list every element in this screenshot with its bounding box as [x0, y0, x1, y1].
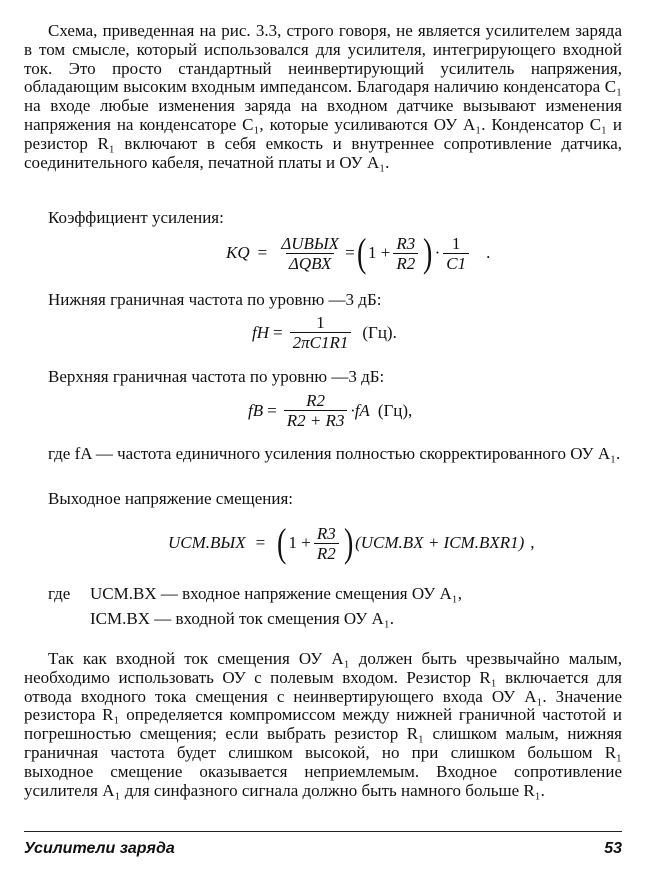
kq-c-num: 1 — [451, 233, 461, 253]
ucm-one-plus: 1 + — [288, 533, 311, 552]
where-label: где — [48, 584, 71, 603]
ucm-eq: = — [255, 533, 266, 552]
kq-c-den: C1 — [443, 253, 469, 272]
gain-label: Коэффициент усиления: — [48, 208, 224, 227]
low-freq-label: Нижняя граничная частота по уровню —3 дБ: — [48, 290, 382, 309]
fa-definition: где fA — частота единичного усиления полностью скорректированного ОУ A₁. — [48, 444, 621, 463]
kq-lhs: KQ — [226, 243, 250, 262]
kq-one-plus: 1 + — [368, 243, 391, 262]
kq-c-fraction — [443, 235, 469, 272]
ucm-rest: (UCM.BX + ICM.BXR1) — [355, 533, 525, 552]
ucm-end: , — [530, 533, 535, 552]
low-freq-formula — [252, 314, 397, 351]
fb-num: R2 — [306, 391, 326, 410]
kq-end: . — [486, 243, 491, 262]
ucm-lhs: UCM.ВЫХ — [168, 533, 246, 552]
kq-r-den: R2 — [393, 253, 418, 272]
intro-paragraph: Схема, приведенная на рис. 3.3, строго говоря, не является усилителем заряда в том смысле, который использовался для усилителя, интегрирующего входной ток. Это просто стандартный неинвертирующий усилитель напряжения, обладающим высоким входным импедансом. Благодаря наличию конденсатора C₁ на входе любые изменения заряда на входном датчике вызывают изменения напряжения на конденсаторе C₁, которые усиливаются ОУ A₁. Конденсатор C₁ и резистор R₁ включают в себя емкость и внутреннее сопротивление датчика, соединительного кабеля, печатной платы и ОУ A₁. — [24, 21, 622, 172]
paren-open: ( — [277, 520, 287, 565]
fh-fraction — [290, 314, 352, 351]
gain-formula — [226, 230, 491, 275]
footer-rule — [24, 831, 622, 832]
ucm-r-num: R3 — [316, 523, 336, 543]
paren-close: ) — [343, 520, 354, 565]
closing-paragraph: Так как входной ток смещения ОУ A₁ должен быть чрезвычайно малым, необходимо использовать ОУ с полевым входом. Резистор R₁ включается для отвода входного тока смещения с неинвертирующего входа ОУ A₁. Значение резистора R₁ определяется компромиссом между нижней граничной частотой и погрешностью смещения; если выбрать резистор R₁ слишком малым, нижняя граничная частота будет слишком высокой, но при слишком большом R₁ выходное смещение оказывается неприемлемым. Входное сопротивление усилителя A₁ для синфазного сигнала должно быть намного больше R₁. — [24, 649, 622, 800]
kq-eq2: = — [345, 243, 355, 262]
definition-offset-voltage: UCM.BX — входное напряжение смещения ОУ A₁, — [90, 584, 462, 603]
kq-num: ΔUВЫХ — [281, 233, 340, 253]
kq-main-fraction — [278, 235, 342, 272]
paren-open: ( — [356, 230, 367, 275]
kq-dot: · — [434, 243, 441, 262]
fh-num: 1 — [316, 313, 325, 332]
fh-lhs: fH — [252, 322, 269, 342]
kq-eq: = — [257, 243, 268, 262]
fb-unit: (Гц), — [377, 400, 413, 420]
offset-label: Выходное напряжение смещения: — [48, 489, 293, 508]
offset-formula — [168, 520, 535, 565]
fh-unit: (Гц). — [362, 322, 397, 342]
definition-offset-current: ICM.BX — входной ток смещения ОУ A₁. — [90, 609, 394, 628]
fb-fraction — [284, 392, 348, 429]
fb-eq: = — [267, 400, 277, 420]
fb-lhs: fB — [248, 400, 264, 420]
page-number: 53 — [604, 840, 622, 857]
running-title: Усилители заряда — [24, 840, 175, 857]
ucm-r-fraction — [314, 525, 339, 562]
fb-mult: ·fA — [350, 400, 370, 420]
high-freq-label: Верхняя граничная частота по уровню —3 дБ: — [48, 367, 385, 386]
kq-r-fraction — [393, 235, 418, 272]
kq-r-num: R3 — [396, 233, 416, 253]
fh-den: 2πC1R1 — [290, 332, 352, 351]
paren-close: ) — [423, 230, 433, 275]
kq-den: ΔQВХ — [286, 253, 335, 272]
fh-eq: = — [273, 322, 283, 342]
fb-den: R2 + R3 — [284, 410, 348, 429]
high-freq-formula — [248, 392, 412, 429]
ucm-r-den: R2 — [314, 543, 339, 562]
